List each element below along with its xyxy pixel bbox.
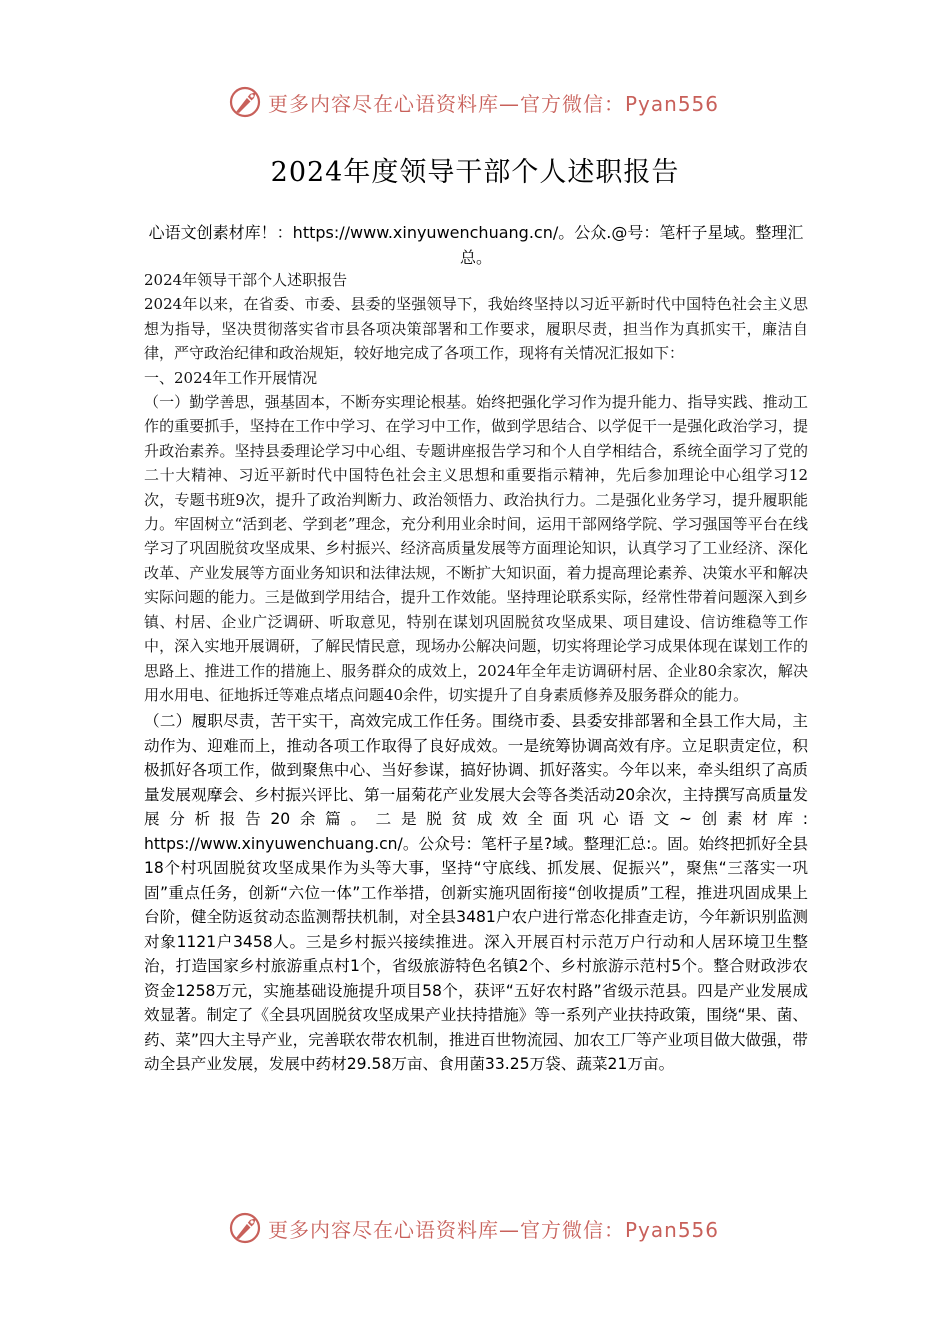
header-banner — [228, 82, 728, 122]
source-line: 心语文创素材库！：https://www.xinyuwenchuang.cn/。公众.@号：笔杆子星域。整理汇总。 — [148, 223, 804, 267]
paragraph: （一）勤学善思，强基固本，不断夯实理论根基。始终把强化学习作为提升能力、指导实践、推动工作的重要抓手，坚持在工作中学习、在学习中工作，做到学思结合、以学促干一是强化政治学习，提升政治素养。坚持县委理论学习中心组、专题讲座报告学习和个人自学相结合，系统全面学习了党的二十大精神、习近平新时代中国特色社会主义思想和重要指示精神，先后参加理论中心组学习12次，专题书班9次，提升了政治判断力、政治领悟力、政治执行力。二是强化业务学习，提升履职能力。牢固树立“活到老、学到老”理念，充分利用业余时间，运用干部网络学院、学习强国等平台在线学习了巩固脱贫攻坚成果、乡村振兴、经济高质量发展等方面理论知识，认真学习了工业经济、深化改革、产业发展等方面业务知识和法律法规，不断扩大知识面，着力提高理论素养、决策水平和解决实际问题的能力。三是做到学用结合，提升工作效能。坚持理论联系实际，经常性带着问题深入到乡镇、村居、企业广泛调研、听取意见，特别在谋划巩固脱贫攻坚成果、项目建设、信访维稳等工作中，深入实地开展调研，了解民情民意，现场办公解决问题，切实将理论学习成果体现在谋划工作的思路上、推进工作的措施上、服务群众的成效上，2024年全年走访调研村居、企业80余家次，解决用水用电、征地拆迁等难点堵点问题40余件，切实提升了自身素质修养及服务群众的能力。 — [144, 393, 808, 704]
banner-text: 更多内容尽在心语资料库—官方微信：Pyan556 — [268, 91, 720, 116]
footer-banner — [228, 1208, 728, 1248]
paragraph: 2024年以来，在省委、市委、县委的坚强领导下，我始终坚持以习近平新时代中国特色社会主义思想为指导，坚决贯彻落实省市县各项决策部署和工作要求，履职尽责，担当作为真抓实干，廉洁自律，严守政治纪律和政治规矩，较好地完成了各项工作，现将有关情况汇报如下： — [144, 295, 808, 363]
document-body — [144, 268, 808, 1077]
paragraph: 2024年领导干部个人述职报告 — [144, 271, 348, 289]
paragraph: （二）履职尽责，苦干实干，高效完成工作任务。围绕市委、县委安排部署和全县工作大局，主动作为、迎难而上，推动各项工作取得了良好成效。一是统筹协调高效有序。立足职责定位，积极抓好各项工作，做到聚焦中心、当好参谋，搞好协调、抓好落实。今年以来，牵头组织了高质量发展观摩会、乡村振兴评比、第一届菊花产业发展大会等各类活动20余次，主持撰写高质量发展分析报告20余篇。二是脱贫成效全面巩心语文~创素材库: https://www.xinyuwenchuang.cn/。公众号：笔杆子星?域。整理汇总:。固。始终把抓好全县18个村巩固脱贫攻坚成果作为头等大事，坚持“守底线、抓发展、促振兴”，聚焦“三落实一巩固”重点任务，创新“六位一体”工作举措，创新实施巩固衔接“创收提质”工程，推进巩固成果上台阶，健全防返贫动态监测帮扶机制，对全县3481户农户进行常态化排查走访，今年新识别监测对象1121户3458人。三是乡村振兴接续推进。深入开展百村示范万户行动和人居环境卫生整治，打造国家乡村旅游重点村1个，省级旅游特色名镇2个、乡村旅游示范村5个。整合财政涉农资金1258万元，实施基础设施提升项目58个，获评“五好农村路”省级示范县。四是产业发展成效显著。制定了《全县巩固脱贫攻坚成果产业扶持措施》等一系列产业扶持政策，围绕“果、菌、药、菜”四大主导产业，完善联农带农机制，推进百世物流园、加农工厂等产业项目做大做强，带动全县产业发展，发展中药材29.58万亩、食用菌33.25万袋、蔬菜21万亩。 — [144, 712, 808, 1074]
pen-nib-logo-icon — [228, 84, 264, 120]
section-heading: 一、2024年工作开展情况 — [144, 368, 318, 387]
banner-text: 更多内容尽在心语资料库—官方微信：Pyan556 — [268, 1217, 720, 1242]
pen-nib-logo-icon — [228, 1210, 264, 1246]
document-title: 2024年度领导干部个人述职报告 — [270, 157, 680, 188]
